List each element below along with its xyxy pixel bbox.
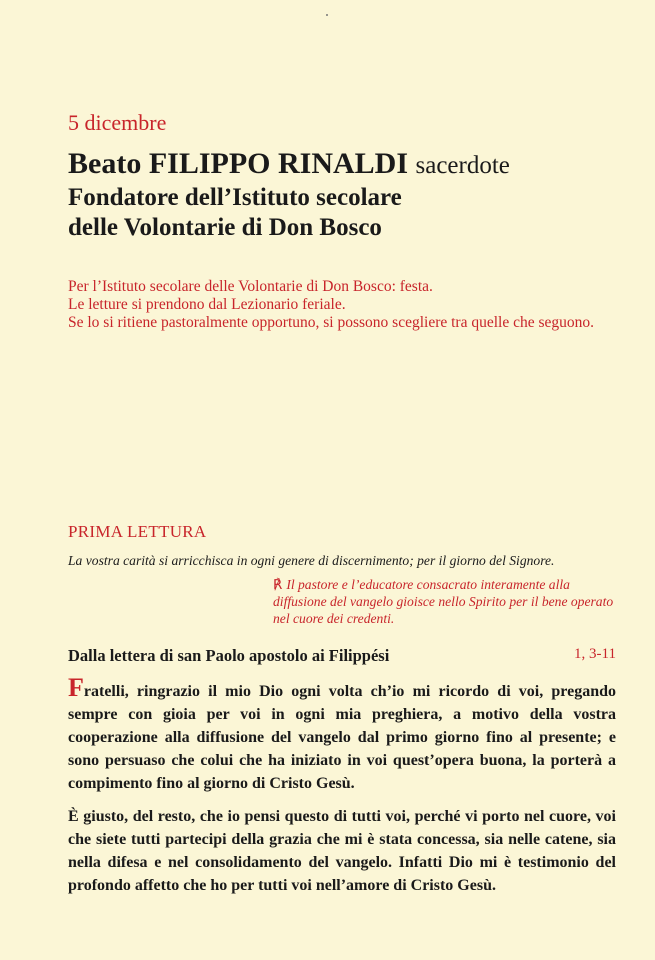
subtitle-line-1: Fondatore dell’Istituto secolare bbox=[68, 184, 402, 211]
section-heading: PRIMA LETTURA bbox=[68, 522, 207, 541]
rubric-line: Le letture si prendono dal Lezionario feriale. bbox=[68, 296, 346, 313]
response bbox=[273, 576, 623, 627]
page-mark bbox=[326, 14, 328, 16]
response-symbol: ℟ bbox=[273, 577, 283, 592]
saint-role: sacerdote bbox=[415, 152, 510, 179]
rubric-line: Per l’Istituto secolare delle Volontarie di Don Bosco: festa. bbox=[68, 278, 433, 295]
response-text: Il pastore e l’educatore consacrato interamente alla diffusione del vangelo gioisce nello Spirito per il bene operato nel cuore dei credenti. bbox=[273, 577, 614, 626]
drop-cap: F bbox=[68, 673, 84, 702]
page-title bbox=[68, 148, 638, 182]
reading-source bbox=[68, 646, 616, 666]
reading-body bbox=[68, 673, 616, 907]
subtitle-line-2: delle Volontarie di Don Bosco bbox=[68, 214, 382, 241]
rubric-line: Se lo si ritiene pastoralmente opportuno, si possono scegliere tra quelle che seguono. bbox=[68, 314, 595, 331]
paragraph-text: ratelli, ringrazio il mio Dio ogni volta ch’io mi ricordo di voi, pregando sempre con gioia per voi in ogni mia preghiera, a motivo della vostra cooperazione alla diffusione del vangelo dal primo giorno fino al presente; e sono persuaso che colui che ha iniziato in voi quest’opera buona, la porterà a compimento fino al giorno di Cristo Gesù. bbox=[68, 683, 616, 792]
rubric bbox=[68, 278, 618, 332]
paragraph: È giusto, del resto, che io pensi questo di tutti voi, perché vi porto nel cuore, voi che siete tutti partecipi della grazia che mi è stata concessa, sia nelle catene, sia nella difesa e nel consolidamento del vangelo. Infatti Dio mi è testimonio del profondo affetto che ho per tutti voi nell’amore di Cristo Gesù. bbox=[68, 808, 616, 894]
saint-name: Beato FILIPPO RINALDI bbox=[68, 147, 409, 180]
feast-date: 5 dicembre bbox=[68, 110, 167, 135]
paragraph bbox=[68, 673, 616, 795]
antiphon: La vostra carità si arricchisca in ogni genere di discernimento; per il giorno del Signore. bbox=[68, 553, 555, 568]
scripture-reference: 1, 3-11 bbox=[574, 646, 616, 662]
source-title: Dalla lettera di san Paolo apostolo ai Filippési bbox=[68, 646, 390, 665]
page-subtitle bbox=[68, 183, 638, 243]
